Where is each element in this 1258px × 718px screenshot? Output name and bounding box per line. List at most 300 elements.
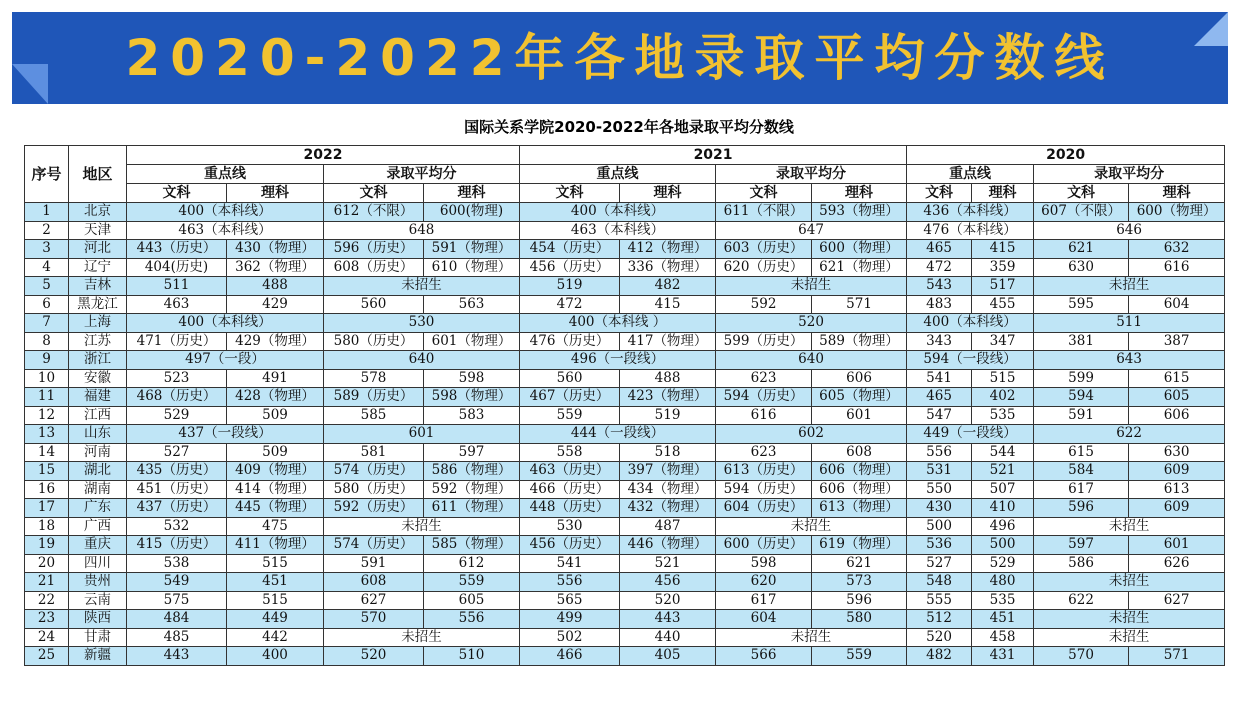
cell-score: 622 xyxy=(1034,425,1225,444)
cell-region: 江苏 xyxy=(69,332,127,351)
cell-score: 604（历史） xyxy=(716,499,812,518)
table-row xyxy=(25,628,1225,647)
cell-score: 442 xyxy=(227,628,324,647)
cell-score: 544 xyxy=(972,443,1034,462)
header-avg-score: 录取平均分 xyxy=(716,165,907,184)
cell-score: 627 xyxy=(324,591,424,610)
cell-seq: 10 xyxy=(25,369,69,388)
cell-score: 436（本科线） xyxy=(907,203,1034,222)
title-banner xyxy=(12,12,1228,104)
cell-region: 湖南 xyxy=(69,480,127,499)
table-row xyxy=(25,425,1225,444)
cell-score: 570 xyxy=(1034,647,1129,666)
cell-score: 466（历史） xyxy=(520,480,620,499)
cell-score: 566 xyxy=(716,647,812,666)
cell-score: 451 xyxy=(972,610,1034,629)
cell-region: 广东 xyxy=(69,499,127,518)
cell-score: 604 xyxy=(1129,295,1225,314)
header-key-line: 重点线 xyxy=(907,165,1034,184)
cell-score: 559 xyxy=(424,573,520,592)
cell-score: 591 xyxy=(1034,406,1129,425)
table-title: 国际关系学院2020-2022年各地录取平均分数线 xyxy=(464,118,794,136)
cell-score: 529 xyxy=(972,554,1034,573)
cell-score: 580 xyxy=(812,610,907,629)
cell-seq: 8 xyxy=(25,332,69,351)
cell-score: 648 xyxy=(324,221,520,240)
cell-region: 贵州 xyxy=(69,573,127,592)
table-row xyxy=(25,240,1225,259)
cell-seq: 19 xyxy=(25,536,69,555)
cell-score: 640 xyxy=(324,351,520,370)
cell-seq: 7 xyxy=(25,314,69,333)
cell-score: 531 xyxy=(907,462,972,481)
cell-score: 598 xyxy=(424,369,520,388)
cell-score: 600（历史） xyxy=(716,536,812,555)
header-li: 理科 xyxy=(227,184,324,203)
table-row xyxy=(25,369,1225,388)
cell-score: 336（物理） xyxy=(620,258,716,277)
cell-score: 414（物理） xyxy=(227,480,324,499)
cell-score: 488 xyxy=(620,369,716,388)
cell-score: 449 xyxy=(227,610,324,629)
cell-seq: 5 xyxy=(25,277,69,296)
cell-score: 475 xyxy=(227,517,324,536)
cell-score: 538 xyxy=(127,554,227,573)
cell-score: 599（历史） xyxy=(716,332,812,351)
cell-score: 500 xyxy=(972,536,1034,555)
cell-score: 515 xyxy=(227,591,324,610)
table-row xyxy=(25,610,1225,629)
cell-score: 596 xyxy=(812,591,907,610)
cell-score: 431 xyxy=(972,647,1034,666)
cell-score: 476（历史） xyxy=(520,332,620,351)
cell-score: 496（一段线） xyxy=(520,351,716,370)
cell-score: 600(物理) xyxy=(424,203,520,222)
cell-score: 602 xyxy=(716,425,907,444)
cell-score: 586 xyxy=(1034,554,1129,573)
cell-score: 451 xyxy=(227,573,324,592)
cell-score: 621 xyxy=(1034,240,1129,259)
cell-score: 未招生 xyxy=(1034,610,1225,629)
cell-score: 400（本科线） xyxy=(907,314,1034,333)
cell-score: 463（本科线） xyxy=(520,221,716,240)
cell-score: 未招生 xyxy=(1034,517,1225,536)
cell-region: 安徽 xyxy=(69,369,127,388)
cell-score: 未招生 xyxy=(324,628,520,647)
cell-score: 581 xyxy=(324,443,424,462)
cell-score: 559 xyxy=(812,647,907,666)
table-row xyxy=(25,480,1225,499)
cell-region: 黑龙江 xyxy=(69,295,127,314)
cell-score: 411（物理） xyxy=(227,536,324,555)
cell-score: 429（物理） xyxy=(227,332,324,351)
cell-region: 河南 xyxy=(69,443,127,462)
cell-score: 623 xyxy=(716,369,812,388)
cell-score: 591 xyxy=(324,554,424,573)
cell-score: 640 xyxy=(716,351,907,370)
cell-seq: 15 xyxy=(25,462,69,481)
cell-score: 585 xyxy=(324,406,424,425)
cell-score: 535 xyxy=(972,406,1034,425)
cell-score: 558 xyxy=(520,443,620,462)
cell-score: 607（不限） xyxy=(1034,203,1129,222)
cell-score: 454（历史） xyxy=(520,240,620,259)
cell-score: 547 xyxy=(907,406,972,425)
cell-score: 381 xyxy=(1034,332,1129,351)
cell-score: 520 xyxy=(620,591,716,610)
cell-score: 536 xyxy=(907,536,972,555)
cell-seq: 2 xyxy=(25,221,69,240)
table-body xyxy=(25,203,1225,666)
table-row xyxy=(25,554,1225,573)
cell-score: 548 xyxy=(907,573,972,592)
cell-region: 广西 xyxy=(69,517,127,536)
cell-score: 594 xyxy=(1034,388,1129,407)
cell-score: 458 xyxy=(972,628,1034,647)
cell-score: 627 xyxy=(1129,591,1225,610)
cell-score: 530 xyxy=(520,517,620,536)
cell-region: 上海 xyxy=(69,314,127,333)
table-row xyxy=(25,517,1225,536)
cell-seq: 9 xyxy=(25,351,69,370)
cell-score: 549 xyxy=(127,573,227,592)
table-row xyxy=(25,647,1225,666)
header-li: 理科 xyxy=(812,184,907,203)
cell-score: 609 xyxy=(1129,462,1225,481)
cell-score: 未招生 xyxy=(1034,573,1225,592)
cell-score: 621（物理） xyxy=(812,258,907,277)
cell-seq: 23 xyxy=(25,610,69,629)
cell-region: 重庆 xyxy=(69,536,127,555)
cell-score: 556 xyxy=(520,573,620,592)
table-row xyxy=(25,332,1225,351)
cell-score: 415 xyxy=(972,240,1034,259)
cell-score: 437（历史） xyxy=(127,499,227,518)
cell-score: 619（物理） xyxy=(812,536,907,555)
cell-score: 592（历史） xyxy=(324,499,424,518)
cell-score: 405 xyxy=(620,647,716,666)
cell-score: 606 xyxy=(1129,406,1225,425)
cell-score: 599 xyxy=(1034,369,1129,388)
cell-score: 518 xyxy=(620,443,716,462)
header-key-line: 重点线 xyxy=(520,165,716,184)
table-row xyxy=(25,536,1225,555)
cell-score: 527 xyxy=(127,443,227,462)
table-row xyxy=(25,221,1225,240)
cell-score: 598（物理） xyxy=(424,388,520,407)
cell-score: 未招生 xyxy=(716,517,907,536)
table-row xyxy=(25,351,1225,370)
cell-score: 429 xyxy=(227,295,324,314)
cell-score: 626 xyxy=(1129,554,1225,573)
cell-score: 400（本科线） xyxy=(127,203,324,222)
cell-score: 499 xyxy=(520,610,620,629)
cell-score: 435（历史） xyxy=(127,462,227,481)
cell-score: 529 xyxy=(127,406,227,425)
cell-seq: 4 xyxy=(25,258,69,277)
header-year-2022: 2022 xyxy=(127,146,520,165)
cell-seq: 25 xyxy=(25,647,69,666)
cell-score: 521 xyxy=(620,554,716,573)
table-row xyxy=(25,406,1225,425)
cell-score: 613 xyxy=(1129,480,1225,499)
cell-score: 613（物理） xyxy=(812,499,907,518)
cell-score: 402 xyxy=(972,388,1034,407)
cell-score: 606（物理） xyxy=(812,480,907,499)
table-row xyxy=(25,388,1225,407)
cell-score: 646 xyxy=(1034,221,1225,240)
cell-score: 466 xyxy=(520,647,620,666)
cell-score: 443 xyxy=(620,610,716,629)
cell-score: 未招生 xyxy=(1034,277,1225,296)
cell-score: 611（物理） xyxy=(424,499,520,518)
cell-region: 北京 xyxy=(69,203,127,222)
cell-score: 556 xyxy=(907,443,972,462)
cell-score: 456（历史） xyxy=(520,536,620,555)
cell-score: 445（物理） xyxy=(227,499,324,518)
cell-region: 山东 xyxy=(69,425,127,444)
cell-score: 630 xyxy=(1129,443,1225,462)
cell-score: 397（物理） xyxy=(620,462,716,481)
cell-score: 615 xyxy=(1129,369,1225,388)
cell-score: 415 xyxy=(620,295,716,314)
cell-score: 535 xyxy=(972,591,1034,610)
cell-score: 596（历史） xyxy=(324,240,424,259)
cell-score: 600（物理） xyxy=(1129,203,1225,222)
cell-score: 465 xyxy=(907,240,972,259)
cell-score: 417（物理） xyxy=(620,332,716,351)
cell-score: 510 xyxy=(424,647,520,666)
cell-score: 409（物理） xyxy=(227,462,324,481)
cell-seq: 3 xyxy=(25,240,69,259)
cell-score: 472 xyxy=(520,295,620,314)
header-avg-score: 录取平均分 xyxy=(324,165,520,184)
cell-score: 434（物理） xyxy=(620,480,716,499)
cell-score: 511 xyxy=(127,277,227,296)
cell-score: 598 xyxy=(716,554,812,573)
cell-score: 571 xyxy=(812,295,907,314)
cell-score: 605（物理） xyxy=(812,388,907,407)
header-wen: 文科 xyxy=(1034,184,1129,203)
table-row xyxy=(25,295,1225,314)
cell-score: 415（历史） xyxy=(127,536,227,555)
cell-score: 451（历史） xyxy=(127,480,227,499)
cell-score: 497（一段） xyxy=(127,351,324,370)
cell-region: 新疆 xyxy=(69,647,127,666)
cell-score: 593（物理） xyxy=(812,203,907,222)
cell-score: 559 xyxy=(520,406,620,425)
header-li: 理科 xyxy=(620,184,716,203)
cell-score: 589（物理） xyxy=(812,332,907,351)
cell-score: 446（物理） xyxy=(620,536,716,555)
cell-score: 609 xyxy=(1129,499,1225,518)
cell-score: 437（一段线） xyxy=(127,425,324,444)
cell-score: 491 xyxy=(227,369,324,388)
cell-score: 580（历史） xyxy=(324,480,424,499)
cell-score: 571 xyxy=(1129,647,1225,666)
cell-score: 449（一段线） xyxy=(907,425,1034,444)
cell-score: 430 xyxy=(907,499,972,518)
cell-score: 359 xyxy=(972,258,1034,277)
cell-score: 623 xyxy=(716,443,812,462)
cell-score: 未招生 xyxy=(716,277,907,296)
cell-seq: 20 xyxy=(25,554,69,573)
cell-score: 440 xyxy=(620,628,716,647)
cell-score: 565 xyxy=(520,591,620,610)
cell-score: 608 xyxy=(324,573,424,592)
table-row xyxy=(25,277,1225,296)
cell-score: 515 xyxy=(227,554,324,573)
cell-score: 560 xyxy=(324,295,424,314)
cell-score: 541 xyxy=(907,369,972,388)
cell-score: 541 xyxy=(520,554,620,573)
table-row xyxy=(25,203,1225,222)
cell-score: 550 xyxy=(907,480,972,499)
cell-score: 632 xyxy=(1129,240,1225,259)
header-wen: 文科 xyxy=(716,184,812,203)
header-key-line: 重点线 xyxy=(127,165,324,184)
cell-score: 608 xyxy=(812,443,907,462)
cell-seq: 16 xyxy=(25,480,69,499)
cell-score: 527 xyxy=(907,554,972,573)
cell-score: 456 xyxy=(620,573,716,592)
cell-score: 463（历史） xyxy=(520,462,620,481)
cell-seq: 24 xyxy=(25,628,69,647)
cell-score: 483 xyxy=(907,295,972,314)
cell-score: 583 xyxy=(424,406,520,425)
cell-score: 603（历史） xyxy=(716,240,812,259)
table-row xyxy=(25,591,1225,610)
cell-score: 未招生 xyxy=(1034,628,1225,647)
cell-score: 507 xyxy=(972,480,1034,499)
cell-score: 575 xyxy=(127,591,227,610)
cell-score: 600（物理） xyxy=(812,240,907,259)
header-wen: 文科 xyxy=(324,184,424,203)
cell-region: 湖北 xyxy=(69,462,127,481)
cell-score: 608（历史） xyxy=(324,258,424,277)
cell-score: 400（本科线） xyxy=(520,203,716,222)
header-li: 理科 xyxy=(424,184,520,203)
cell-region: 云南 xyxy=(69,591,127,610)
cell-seq: 18 xyxy=(25,517,69,536)
cell-score: 482 xyxy=(620,277,716,296)
banner-left-fold xyxy=(12,64,48,104)
cell-score: 647 xyxy=(716,221,907,240)
cell-score: 594（历史） xyxy=(716,480,812,499)
cell-seq: 1 xyxy=(25,203,69,222)
cell-score: 463（本科线） xyxy=(127,221,324,240)
cell-score: 472 xyxy=(907,258,972,277)
cell-score: 463 xyxy=(127,295,227,314)
cell-score: 555 xyxy=(907,591,972,610)
cell-score: 509 xyxy=(227,406,324,425)
cell-score: 606（物理） xyxy=(812,462,907,481)
cell-score: 487 xyxy=(620,517,716,536)
cell-score: 未招生 xyxy=(716,628,907,647)
cell-score: 578 xyxy=(324,369,424,388)
cell-score: 512 xyxy=(907,610,972,629)
header-region: 地区 xyxy=(69,146,127,203)
cell-score: 443 xyxy=(127,647,227,666)
cell-region: 江西 xyxy=(69,406,127,425)
cell-score: 532 xyxy=(127,517,227,536)
cell-score: 622 xyxy=(1034,591,1129,610)
cell-score: 570 xyxy=(324,610,424,629)
cell-score: 574（历史） xyxy=(324,462,424,481)
cell-score: 467（历史） xyxy=(520,388,620,407)
banner-right-fold xyxy=(1194,12,1228,46)
cell-score: 471（历史） xyxy=(127,332,227,351)
header-seq: 序号 xyxy=(25,146,69,203)
cell-score: 488 xyxy=(227,277,324,296)
cell-score: 400（本科线 ） xyxy=(520,314,716,333)
cell-score: 612（不限） xyxy=(324,203,424,222)
cell-score: 611（不限） xyxy=(716,203,812,222)
cell-region: 河北 xyxy=(69,240,127,259)
header-year-2020: 2020 xyxy=(907,146,1225,165)
cell-score: 592 xyxy=(716,295,812,314)
cell-score: 520 xyxy=(716,314,907,333)
table-row xyxy=(25,443,1225,462)
cell-score: 630 xyxy=(1034,258,1129,277)
cell-score: 410 xyxy=(972,499,1034,518)
cell-score: 612 xyxy=(424,554,520,573)
cell-score: 560 xyxy=(520,369,620,388)
cell-score: 601 xyxy=(812,406,907,425)
cell-score: 573 xyxy=(812,573,907,592)
cell-score: 502 xyxy=(520,628,620,647)
cell-score: 617 xyxy=(1034,480,1129,499)
cell-score: 400（本科线） xyxy=(127,314,324,333)
table-row xyxy=(25,499,1225,518)
table-header xyxy=(25,146,1225,203)
cell-score: 605 xyxy=(424,591,520,610)
cell-score: 594（一段线） xyxy=(907,351,1034,370)
cell-score: 347 xyxy=(972,332,1034,351)
cell-score: 620（历史） xyxy=(716,258,812,277)
cell-score: 606 xyxy=(812,369,907,388)
cell-region: 陕西 xyxy=(69,610,127,629)
cell-score: 423（物理） xyxy=(620,388,716,407)
cell-region: 天津 xyxy=(69,221,127,240)
cell-region: 甘肃 xyxy=(69,628,127,647)
cell-score: 443（历史） xyxy=(127,240,227,259)
cell-score: 480 xyxy=(972,573,1034,592)
banner-title: 2020-2022年各地录取平均分数线 xyxy=(125,29,1115,87)
cell-score: 485 xyxy=(127,628,227,647)
cell-score: 620 xyxy=(716,573,812,592)
header-avg-score: 录取平均分 xyxy=(1034,165,1225,184)
cell-score: 509 xyxy=(227,443,324,462)
cell-score: 521 xyxy=(972,462,1034,481)
cell-score: 500 xyxy=(907,517,972,536)
cell-score: 621 xyxy=(812,554,907,573)
cell-score: 400 xyxy=(227,647,324,666)
cell-score: 585（物理） xyxy=(424,536,520,555)
cell-region: 四川 xyxy=(69,554,127,573)
cell-score: 617 xyxy=(716,591,812,610)
cell-score: 523 xyxy=(127,369,227,388)
cell-seq: 21 xyxy=(25,573,69,592)
cell-seq: 17 xyxy=(25,499,69,518)
cell-score: 456（历史） xyxy=(520,258,620,277)
cell-score: 343 xyxy=(907,332,972,351)
cell-score: 530 xyxy=(324,314,520,333)
cell-score: 543 xyxy=(907,277,972,296)
cell-score: 601 xyxy=(1129,536,1225,555)
cell-score: 428（物理） xyxy=(227,388,324,407)
cell-score: 601 xyxy=(324,425,520,444)
